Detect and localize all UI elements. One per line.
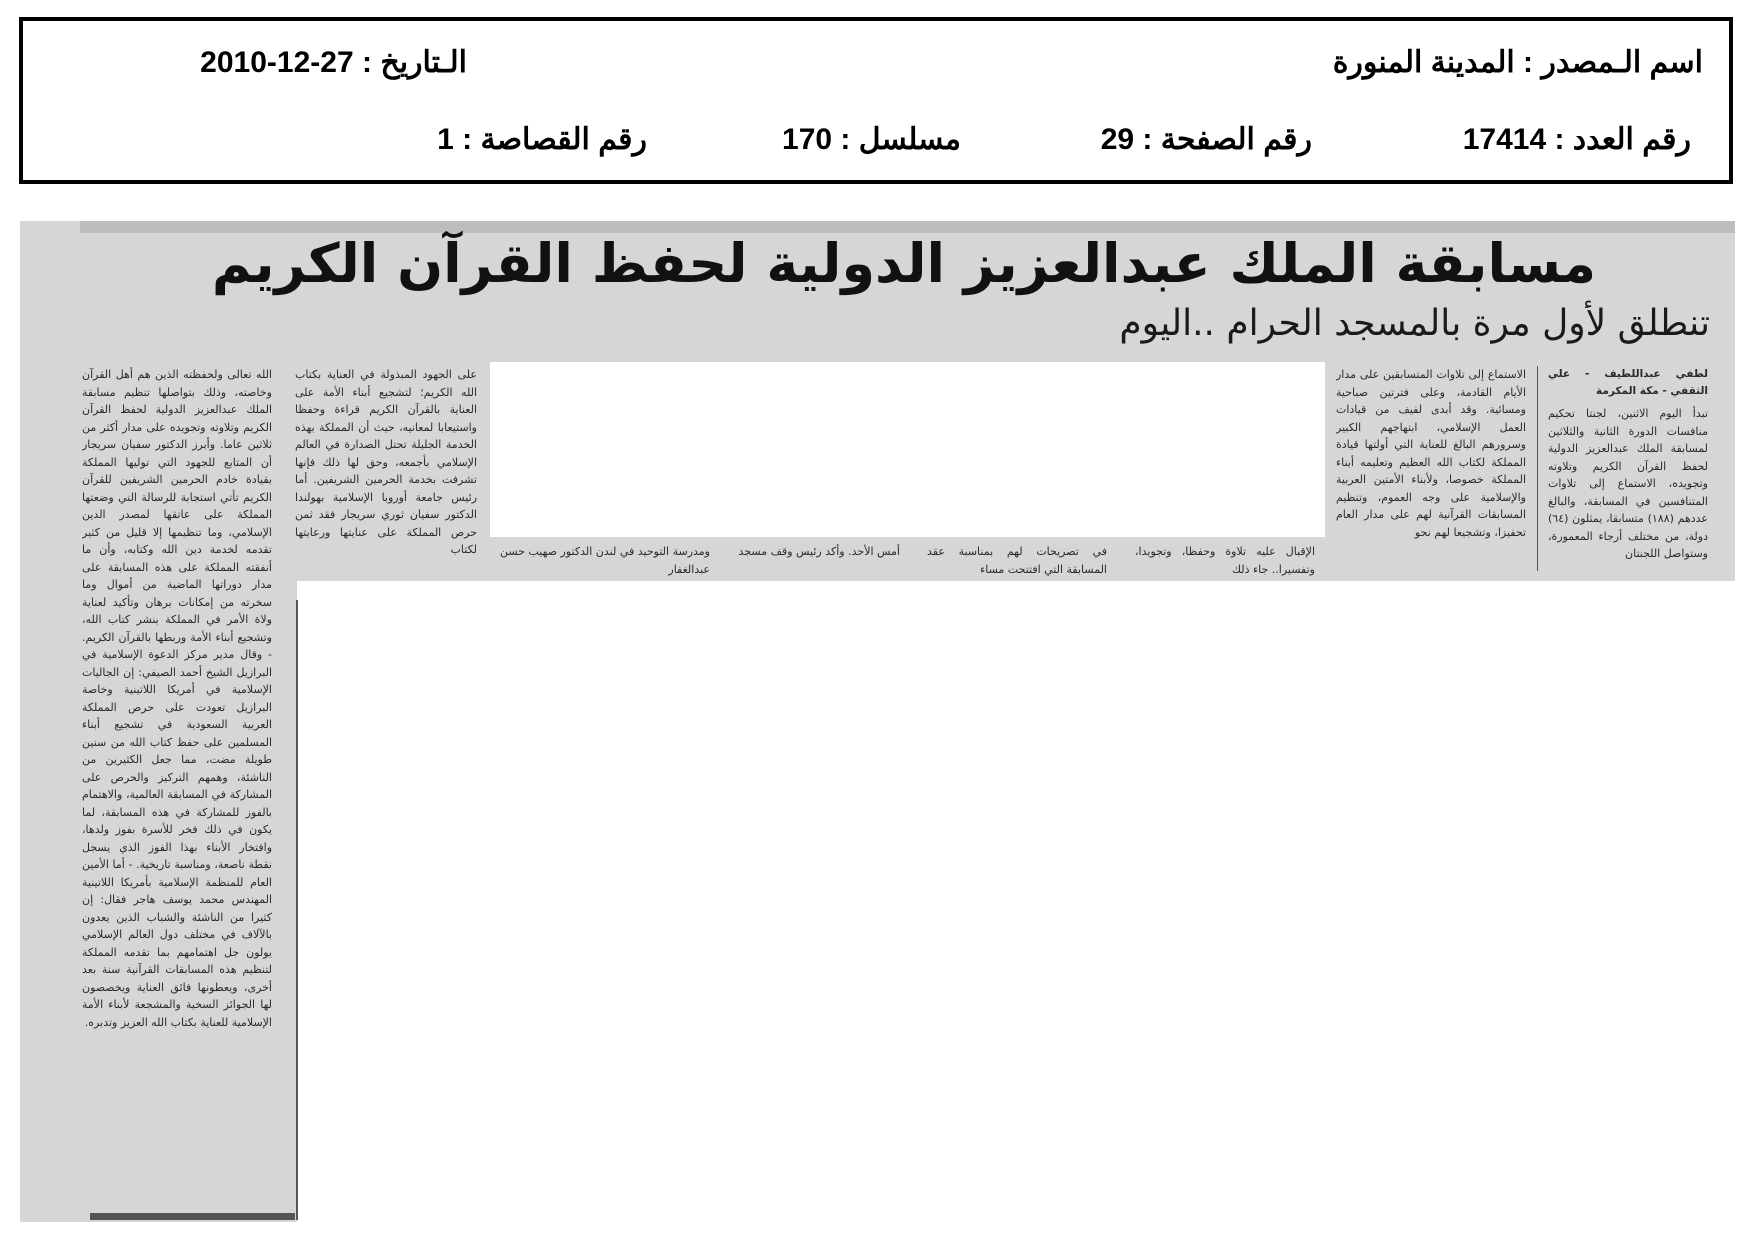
date-field: [200, 48, 467, 78]
article-column-5: [730, 543, 900, 579]
article-column-2: [1336, 366, 1526, 576]
blank-area: [297, 581, 1754, 1240]
image-placeholder: [490, 362, 1325, 537]
clip-value: 1: [437, 123, 454, 156]
article-column-6: [500, 543, 710, 579]
issue-value: 17414: [1462, 123, 1547, 156]
date-label: الـتاريخ :: [362, 46, 467, 79]
article-column-3: [1135, 543, 1315, 579]
clipping-bottom-bar: [90, 1213, 295, 1220]
issue-field: [1463, 125, 1691, 155]
issue-label: رقم العدد :: [1554, 123, 1691, 156]
column-6-text: ومدرسة التوحيد في لندن الدكتور صهيب حسن عبدالغفار: [500, 545, 710, 576]
article-column-8: [82, 366, 272, 1208]
column-5-text: أمس الأحد. وأكد رئيس وقف مسجد: [738, 545, 900, 558]
clip-label: رقم القصاصة :: [462, 123, 647, 156]
clip-field: [437, 125, 647, 155]
column-1-text: تبدأ اليوم الاثنين، لجنتا تحكيم منافسات الدورة الثانية والثلاثين لمسابقة الملك عبدالعزيز الدولية لحفظ القرآن الكريم وتلاوته وتجويده، الاستماع إلى تلاوات المتنافسين في المسابقة، والبالغ عددهم (١٨٨) متسابقا، يمثلون (٦٤) دولة، من مختلف أرجاء المعمورة، وستواصل اللجنتان: [1548, 407, 1708, 560]
byline-text: لطفي عبداللطيف - علي الثقفي - مكة المكرمة: [1548, 368, 1708, 397]
serial-field: [782, 125, 961, 155]
article-column-4: [927, 543, 1107, 579]
serial-label: مسلسل :: [840, 123, 961, 156]
column-8-text: الله تعالى ولحفظته الذين هم أهل القرآن وخاصته، وذلك بتواصلها تنظيم مسابقة الملك عبدالعزيز الدولية لحفظ القرآن الكريم وتلاوته وتجويده على مدار أكثر من ثلاثين عاما. وأبرز الدكتور سفيان سريجار أن المتابع للجهود التي توليها المملكة بقيادة خادم الحرمين الشريفين للقرآن الكريم تأتي استجابة للرسالة التي وضعتها المملكة على عاتقها لمصدر الدين الإسلامي، وما تنظيمها إلا قليل من كثير تقدمه لخدمة دين الله وكتابه، وأن ما أنفقته المملكة على هذه المسابقة على مدار دوراتها الماضية من أموال وما سخرته من إمكانات برهان وتأكيد لعناية ولاة الأمر في المملكة بنشر كتاب الله، وتشجيع أبناء الأمة وربطها بالقرآن الكريم. - وقال مدير مركز الدعوة الإسلامية في البرازيل الشيخ أحمد الصيفي: إن الجاليات الإسلامية في أمريكا اللاتينية وخاصة البرازيل تعودت على حرص المملكة العربية السعودية في تشجيع أبناء المسلمين على حفظ كتاب الله من سنين طويلة مضت، مما جعل الكثيرين من الناشئة، وهمهم التركيز والحرص على المشاركة في المسابقة العالمية، والاهتمام بالفوز للمشاركة في هذه المسابقة، لما يكون في ذلك فخر للأسرة بفوز ولدها، وافتخار الأبناء بهذا الفوز الذي يسجل نقطة ناصعة، ومناسبة تاريخية. - أما الأمين العام للمنظمة الإسلامية بأمريكا اللاتينية المهندس محمد يوسف هاجر فقال: إن كثيرا من الناشئة والشباب الذين يعدون بالآلاف في مختلف دول العالم الإسلامي يولون جل اهتمامهم بما تقدمه المملكة لتنظيم هذه المسابقات القرآنية سنة بعد أخرى، ويعطونها فائق العناية ويخصصون لها الجوائز السخية والمشجعة لأبناء الأمة الإسلامية للعناية بكتاب الله العزيز وتدبره.: [82, 368, 272, 1029]
left-column-divider: [296, 600, 298, 1220]
header-box: [19, 17, 1733, 184]
source-value: المدينة المنورة: [1332, 46, 1515, 79]
article-column-1: [1548, 405, 1708, 575]
source-field: [1333, 48, 1703, 78]
column-2-text: الاستماع إلى تلاوات المتسابقين على مدار الأيام القادمة، وعلى فترتين صباحية ومسائية. وقد أبدى لفيف من قيادات العمل الإسلامي، ابتهاجهم الكبير وسرورهم البالغ للعناية التي أولتها قيادة المملكة لكتاب الله العظيم وتعليمه أبناء المملكة خصوصا، ولأبناء الأمتين العربية والإسلامية على وجه العموم، وتنظيم المسابقات القرآنية لهم على مدار العام تحفيزا، وتشجيعا لهم نحو: [1336, 368, 1526, 539]
page-field: [1101, 125, 1312, 155]
article-byline: [1548, 366, 1708, 400]
column-7-text: على الجهود المبذولة في العناية بكتاب الله الكريم؛ لتشجيع أبناء الأمة على العناية بالقرآن الكريم قراءة وحفظا واستيعابا لمعانيه، حيث أن المملكة بهذه الخدمة الجليلة تحتل الصدارة في العالم الإسلامي بأجمعه، وحق لها ذلك فإنها تشرفت بخدمة الحرمين الشريفين. أما رئيس جامعة أوروبا الإسلامية بهولندا الدكتور سفيان ثوري سريجار فقد ثمن حرص المملكة على عنايتها ورعايتها لكتاب: [295, 368, 477, 556]
page-value: 29: [1100, 123, 1135, 156]
serial-value: 170: [782, 123, 833, 156]
source-label: اسم الـمصدر :: [1523, 46, 1703, 79]
column-divider: [1537, 366, 1538, 571]
article-column-7: [295, 366, 477, 576]
column-4-text: في تصريحات لهم بمناسبة عقد المسابقة التي افتتحت مساء: [927, 545, 1107, 576]
article-subtitle: تنطلق لأول مرة بالمسجد الحرام ..اليوم: [1119, 303, 1710, 344]
page-label: رقم الصفحة :: [1142, 123, 1312, 156]
column-3-text: الإقبال عليه تلاوة وحفظا، وتجويدا، وتفسيرا.. جاء ذلك: [1135, 545, 1315, 576]
date-value: 27-12-2010: [200, 46, 354, 79]
article-title: مسابقة الملك عبدالعزيز الدولية لحفظ القرآن الكريم: [211, 232, 1597, 295]
